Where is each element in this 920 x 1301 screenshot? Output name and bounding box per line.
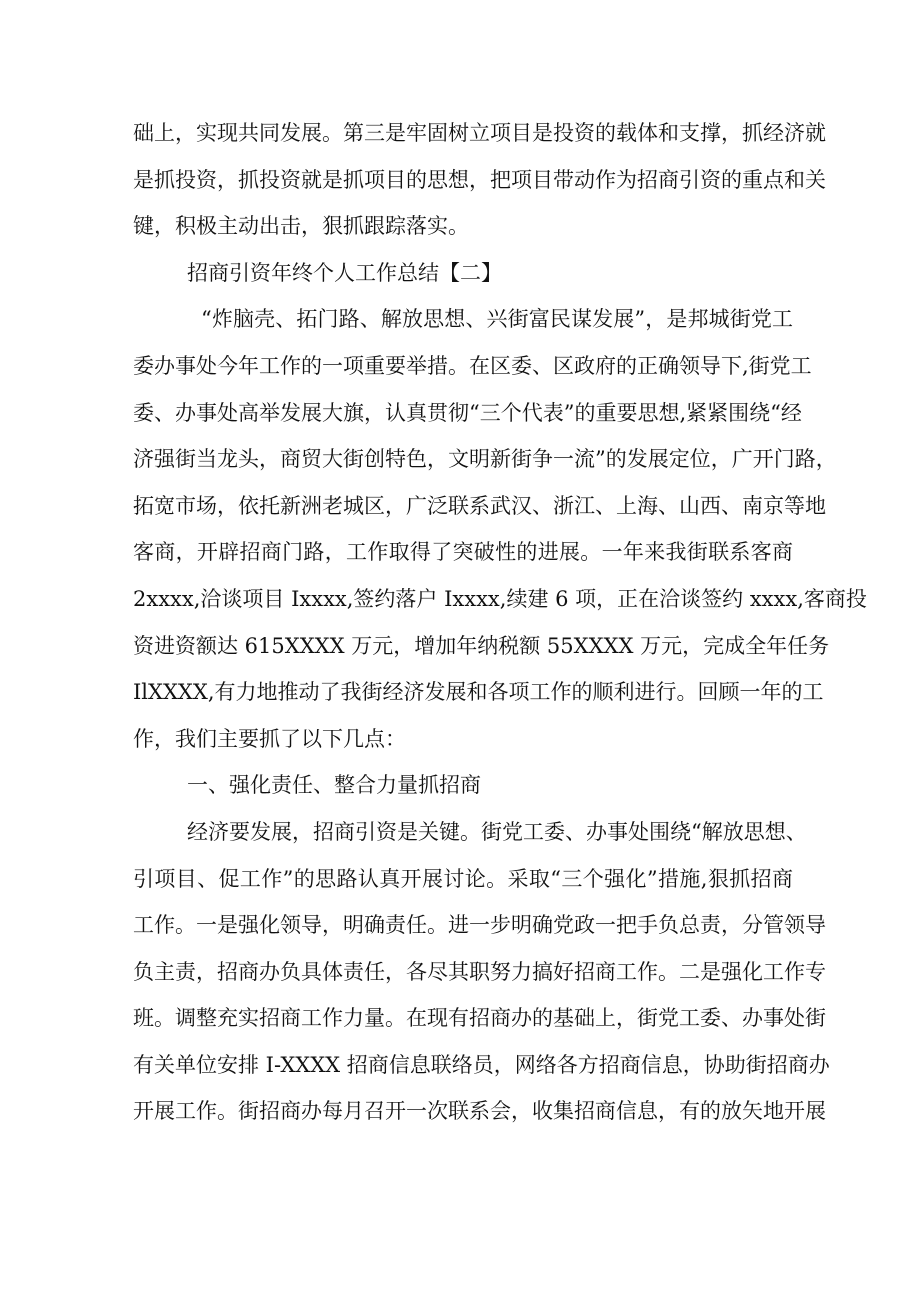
text-line: 经济要发展，招商引资是关键。街党工委、办事处围绕“解放思想、 [187,819,807,844]
text-line: “炸脑壳、拓门路、解放思想、兴街富民谋发展”，是邦城街党工 [201,307,793,332]
text-line: 是抓投资，抓投资就是抓项目的思想，把项目带动作为招商引资的重点和关 [133,167,826,192]
text-line: 作，我们主要抓了以下几点： [133,726,406,751]
text-line: 有关单位安排 I-XXXX 招商信息联络员，网络各方招商信息，协助街招商办 [133,1052,830,1077]
text-line: 客商，开辟招商门路，工作取得了突破性的进展。一年来我街联系客商 [133,540,793,565]
text-line: 键，积极主动出击，狠抓跟踪落实。 [133,214,469,239]
text-line: 资进资额达 615XXXX 万元，增加年纳税额 55XXXX 万元，完成全年任务 [133,633,830,658]
text-line: 开展工作。街招商办每月召开一次联系会，收集招商信息，有的放矢地开展 [133,1099,826,1124]
section-title: 招商引资年终个人工作总结【二】 [187,260,502,285]
text-line: 拓宽市场，依托新洲老城区，广泛联系武汉、浙江、上海、山西、南京等地 [133,493,826,518]
text-line: 工作。一是强化领导，明确责任。进一步明确党政一把手负总责，分管领导 [133,913,826,938]
heading-1: 一、强化责任、整合力量抓招商 [187,773,481,798]
text-line: 2xxxx,洽谈项目 Ixxxx,签约落户 Ixxxx,续建 6 项，正在洽谈签约 xxxx,客商投 [133,586,867,611]
text-line: 委办事处今年工作的一项重要举措。在区委、区政府的正确领导下,街党工 [133,353,812,378]
text-line: 济强街当龙头，商贸大街创特色，文明新街争一流”的发展定位，广开门路， [133,447,837,472]
text-line: IlXXXX,有力地推动了我街经济发展和各项工作的顺利进行。回顾一年的工 [133,680,824,705]
text-line: 班。调整充实招商工作力量。在现有招商办的基础上，街党工委、办事处街 [133,1006,826,1031]
document-body [133,110,867,1135]
text-line: 委、办事处高举发展大旗，认真贯彻“三个代表”的重要思想,紧紧围绕“经 [133,400,802,425]
text-line: 引项目、促工作”的思路认真开展讨论。采取“三个强化”措施,狠抓招商 [133,866,793,891]
text-line: 础上，实现共同发展。第三是牢固树立项目是投资的载体和支撑，抓经济就 [133,121,826,145]
text-line: 负主责，招商办负具体责任，各尽其职努力搞好招商工作。二是强化工作专 [133,959,826,984]
